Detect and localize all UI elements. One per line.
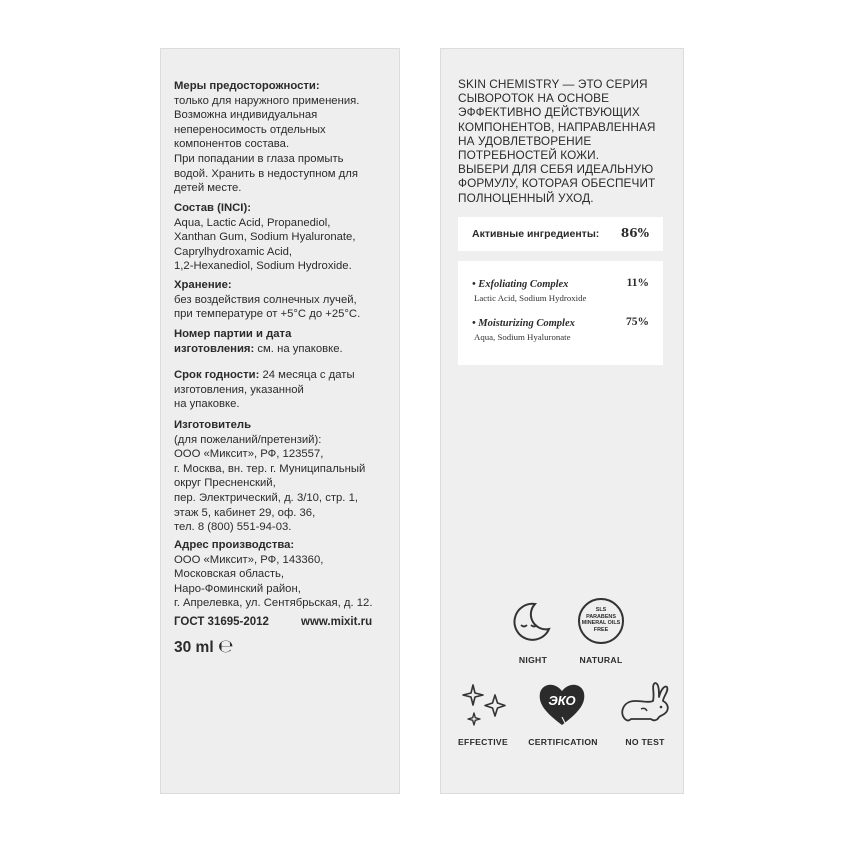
manufacturer-line: г. Москва, вн. тер. г. Муниципальный: [174, 462, 366, 475]
precautions-line: непереносимость отдельных: [174, 123, 326, 136]
storage-section: [174, 278, 360, 322]
manufacturer-line: округ Пресненский,: [174, 477, 276, 490]
free-from-line: SLS: [595, 607, 607, 613]
production-line: Наро-Фоминский район,: [174, 582, 301, 595]
certification-label: CERTIFICATION: [528, 737, 598, 747]
precautions-line: Возможна индивидуальная: [174, 109, 318, 122]
shelf-life-line: на упаковке.: [174, 398, 240, 411]
batch-section: [174, 327, 343, 356]
production-section: [174, 538, 372, 611]
production-title: Адрес производства:: [174, 539, 295, 551]
production-line: Московская область,: [174, 568, 285, 581]
manufacturer-line: (для пожеланий/претензий):: [174, 433, 322, 446]
storage-title: Хранение:: [174, 279, 232, 291]
free-from-line: FREE: [593, 626, 609, 633]
intro-line: SKIN CHEMISTRY — ЭТО СЕРИЯ: [458, 77, 648, 91]
composition-title: Состав (INCI):: [174, 202, 251, 214]
estimated-sign-icon: ℮: [217, 636, 234, 657]
moon-icon: [508, 599, 554, 645]
manufacturer-line: тел. 8 (800) 551-94-03.: [174, 521, 292, 534]
storage-line: при температуре от +5°С до +25°С.: [174, 308, 361, 321]
back-label-panel: [160, 48, 400, 794]
intro-line: ВЫБЕРИ ДЛЯ СЕБЯ ИДЕАЛЬНУЮ: [458, 162, 654, 177]
eco-certification-badge: [536, 679, 588, 729]
production-line: г. Апрелевка, ул. Сентябрьская, д. 12.: [174, 597, 373, 610]
storage-line: без воздействия солнечных лучей,: [174, 293, 357, 306]
composition-line: 1,2-Hexanediol, Sodium Hydroxide.: [174, 260, 352, 273]
complex-name: • Exfoliating Complex: [472, 279, 569, 290]
complex-ingredients: Lactic Acid, Sodium Hydroxide: [474, 293, 587, 303]
active-ingredients-value: 86%: [620, 226, 649, 240]
intro-line: ПОЛНОЦЕННЫЙ УХОД.: [458, 190, 594, 205]
shelf-life-line: изготовления, указанной: [174, 383, 304, 396]
eco-text: ЭКО: [548, 693, 576, 708]
effective-label: EFFECTIVE: [458, 737, 508, 747]
precautions-line: При попадании в глаза промыть: [174, 152, 344, 165]
intro-line: НА УДОВЛЕТВОРЕНИЕ: [458, 133, 592, 148]
shelf-life-section: [174, 368, 355, 412]
composition-line: Caprylhydroxamic Acid,: [174, 245, 293, 258]
batch-text: см. на упаковке.: [254, 342, 343, 355]
no-test-badge: [617, 679, 673, 727]
production-line: ООО «Миксит», РФ, 143360,: [174, 553, 324, 566]
volume: [174, 638, 233, 657]
night-label: NIGHT: [518, 655, 548, 665]
manufacturer-title: Изготовитель: [174, 419, 252, 431]
complex-percent: 11%: [626, 277, 649, 289]
natural-label: NATURAL: [579, 655, 623, 665]
batch-title: Номер партии и дата: [174, 328, 292, 340]
no-test-label: NO TEST: [625, 737, 665, 747]
precautions-title: Меры предосторожности:: [174, 80, 320, 92]
manufacturer-line: ООО «Миксит», РФ, 123557,: [174, 448, 324, 461]
complex-ingredients: Aqua, Sodium Hyaluronate: [474, 332, 571, 342]
shelf-life-text: 24 месяца с даты: [259, 369, 355, 381]
precautions-line: водой. Хранить в недоступном для: [174, 167, 358, 180]
free-from-line: MINERAL OILS: [581, 620, 621, 626]
manufacturer-line: этаж 5, кабинет 29, оф. 36,: [174, 506, 316, 519]
intro-line: ФОРМУЛУ, КОТОРАЯ ОБЕСПЕЧИТ: [458, 176, 656, 191]
complex-name: • Moisturizing Complex: [472, 318, 575, 329]
intro-text: [458, 77, 656, 205]
active-ingredients-box: [458, 217, 663, 251]
intro-line: КОМПОНЕНТОВ, НАПРАВЛЕННАЯ: [458, 119, 656, 134]
intro-line: ПОТРЕБНОСТЕЙ КОЖИ.: [458, 148, 600, 163]
front-label-panel: [440, 48, 684, 794]
website-link: www.mixit.ru: [301, 616, 373, 628]
composition-section: [174, 201, 355, 274]
precautions-section: [174, 79, 359, 196]
precautions-line: только для наружного применения.: [174, 94, 360, 107]
composition-line: Aqua, Lactic Acid, Propanediol,: [174, 216, 331, 229]
manufacturer-line: пер. Электрический, д. 3/10, стр. 1,: [174, 491, 359, 504]
sparkles-icon: [459, 681, 509, 731]
free-from-text: [577, 607, 625, 633]
night-badge: [508, 599, 554, 645]
effective-badge: [459, 681, 509, 731]
shelf-life-title: Срок годности:: [174, 369, 260, 381]
batch-title-2: изготовления:: [174, 342, 255, 355]
composition-line: Xanthan Gum, Sodium Hyaluronate,: [174, 231, 356, 244]
precautions-line: детей месте.: [174, 182, 242, 195]
active-ingredients-label: Активные ингредиенты:: [472, 228, 600, 240]
complexes-box: [458, 261, 663, 365]
intro-line: СЫВОРОТОК НА ОСНОВЕ: [458, 91, 610, 106]
intro-line: ЭФФЕКТИВНО ДЕЙСТВУЮЩИХ: [458, 105, 640, 120]
natural-badge: [577, 597, 625, 645]
precautions-line: компонентов состава.: [174, 138, 290, 151]
complex-percent: 75%: [626, 316, 649, 328]
free-from-line: PARABENS: [586, 613, 616, 620]
manufacturer-section: [174, 418, 365, 535]
volume-value: 30 ml: [174, 639, 214, 656]
rabbit-icon: [617, 679, 673, 727]
gost-code: ГОСТ 31695-2012: [174, 616, 269, 628]
